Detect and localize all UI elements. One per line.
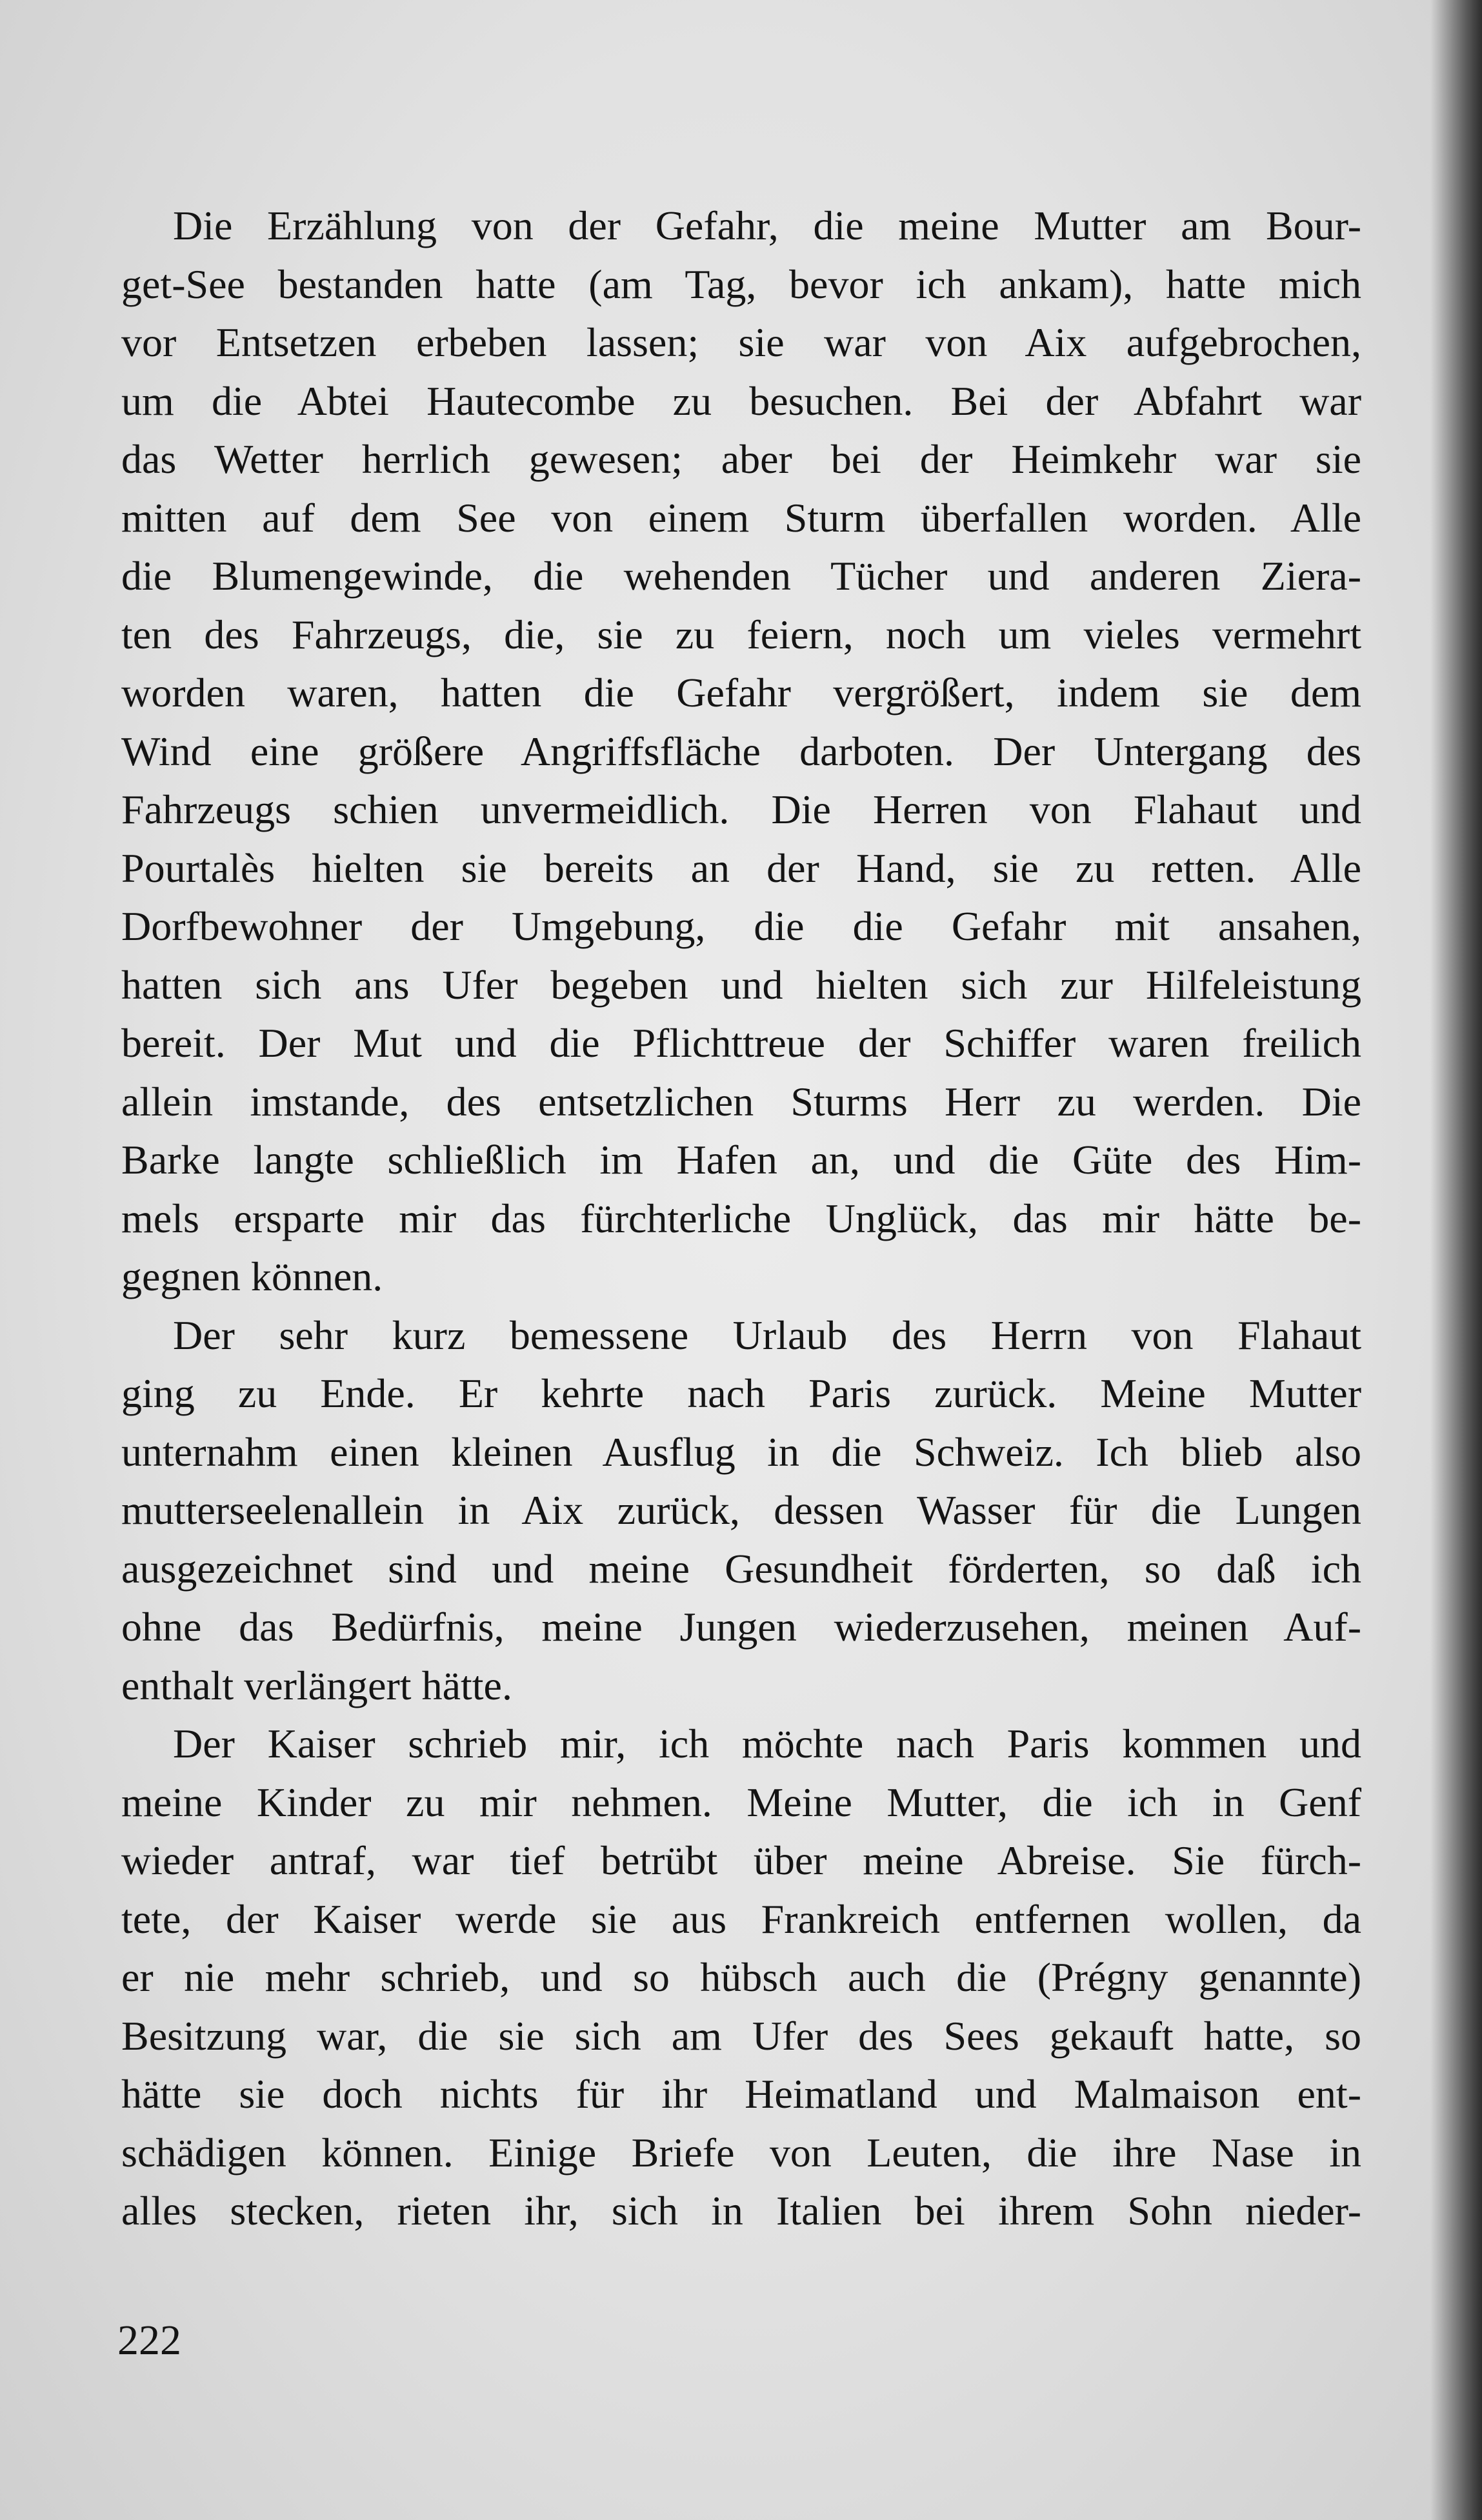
text-line: gegnen können. bbox=[121, 1254, 383, 1299]
text-line: meine Kinder zu mir nehmen. Meine Mutter, die ich in Genf bbox=[121, 1779, 1361, 1825]
text-line: enthalt verlängert hätte. bbox=[121, 1662, 512, 1708]
text-line: tete, der Kaiser werde sie aus Frankreich entfernen wollen, da bbox=[121, 1895, 1361, 1942]
paragraph-2 bbox=[121, 1306, 1361, 1715]
text-line: wieder antraf, war tief betrübt über meine Abreise. Sie fürch- bbox=[121, 1837, 1361, 1883]
text-line: ohne das Bedürfnis, meine Jungen wiederzusehen, meinen Auf- bbox=[121, 1604, 1361, 1650]
paragraph-3 bbox=[121, 1715, 1361, 2241]
text-line: bereit. Der Mut und die Pflichttreue der Schiffer waren freilich bbox=[121, 1020, 1361, 1066]
text-line: Fahrzeugs schien unvermeidlich. Die Herren von Flahaut und bbox=[121, 786, 1361, 832]
text-line: ten des Fahrzeugs, die, sie zu feiern, noch um vieles vermehrt bbox=[121, 611, 1361, 657]
text-line: mutterseelenallein in Aix zurück, dessen Wasser für die Lungen bbox=[121, 1487, 1361, 1533]
text-line: Pourtalès hielten sie bereits an der Hand, sie zu retten. Alle bbox=[121, 845, 1361, 891]
text-line: Besitzung war, die sie sich am Ufer des Sees gekauft hatte, so bbox=[121, 2012, 1361, 2059]
text-line: mitten auf dem See von einem Sturm überfallen worden. Alle bbox=[121, 494, 1361, 541]
text-line: Barke langte schließlich im Hafen an, und die Güte des Him- bbox=[121, 1137, 1361, 1183]
text-line: er nie mehr schrieb, und so hübsch auch die (Prégny genannte) bbox=[121, 1954, 1361, 2000]
text-line: die Blumengewinde, die wehenden Tücher und anderen Ziera- bbox=[121, 553, 1361, 599]
text-line: Der sehr kurz bemessene Urlaub des Herrn von Flahaut bbox=[173, 1312, 1361, 1358]
page-number: 222 bbox=[117, 2317, 181, 2364]
text-line: hätte sie doch nichts für ihr Heimatland und Malmaison ent- bbox=[121, 2071, 1361, 2117]
text-line: vor Entsetzen erbeben lassen; sie war von Aix aufgebrochen, bbox=[121, 319, 1361, 365]
text-line: alles stecken, rieten ihr, sich in Italien bei ihrem Sohn nieder- bbox=[121, 2188, 1361, 2234]
text-line: ausgezeichnet sind und meine Gesundheit förderten, so daß ich bbox=[121, 1545, 1361, 1592]
text-line: allein imstande, des entsetzlichen Sturms Herr zu werden. Die bbox=[121, 1078, 1361, 1125]
paragraph-1 bbox=[121, 197, 1361, 1306]
page-edge-shadow bbox=[1430, 0, 1482, 2520]
text-line: Der Kaiser schrieb mir, ich möchte nach Paris kommen und bbox=[173, 1721, 1361, 1766]
text-line: unternahm einen kleinen Ausflug in die Schweiz. Ich blieb also bbox=[121, 1428, 1361, 1475]
text-line: das Wetter herrlich gewesen; aber bei der Heimkehr war sie bbox=[121, 436, 1361, 482]
text-line: worden waren, hatten die Gefahr vergrößert, indem sie dem bbox=[121, 670, 1361, 715]
text-line: schädigen können. Einige Briefe von Leuten, die ihre Nase in bbox=[121, 2129, 1361, 2175]
text-line: get-See bestanden hatte (am Tag, bevor ich ankam), hatte mich bbox=[121, 261, 1361, 307]
text-line: um die Abtei Hautecombe zu besuchen. Bei der Abfahrt war bbox=[121, 377, 1361, 424]
text-line: Die Erzählung von der Gefahr, die meine Mutter am Bour- bbox=[173, 203, 1361, 248]
text-line: ging zu Ende. Er kehrte nach Paris zurück. Meine Mutter bbox=[121, 1370, 1361, 1416]
text-line: mels ersparte mir das fürchterliche Unglück, das mir hätte be- bbox=[121, 1195, 1361, 1241]
text-line: Dorfbewohner der Umgebung, die die Gefahr mit ansahen, bbox=[121, 903, 1361, 949]
text-line: Wind eine größere Angriffsfläche darboten. Der Untergang des bbox=[121, 728, 1361, 774]
text-line: hatten sich ans Ufer begeben und hielten sich zur Hilfeleistung bbox=[121, 961, 1361, 1008]
body-text bbox=[121, 197, 1361, 2261]
